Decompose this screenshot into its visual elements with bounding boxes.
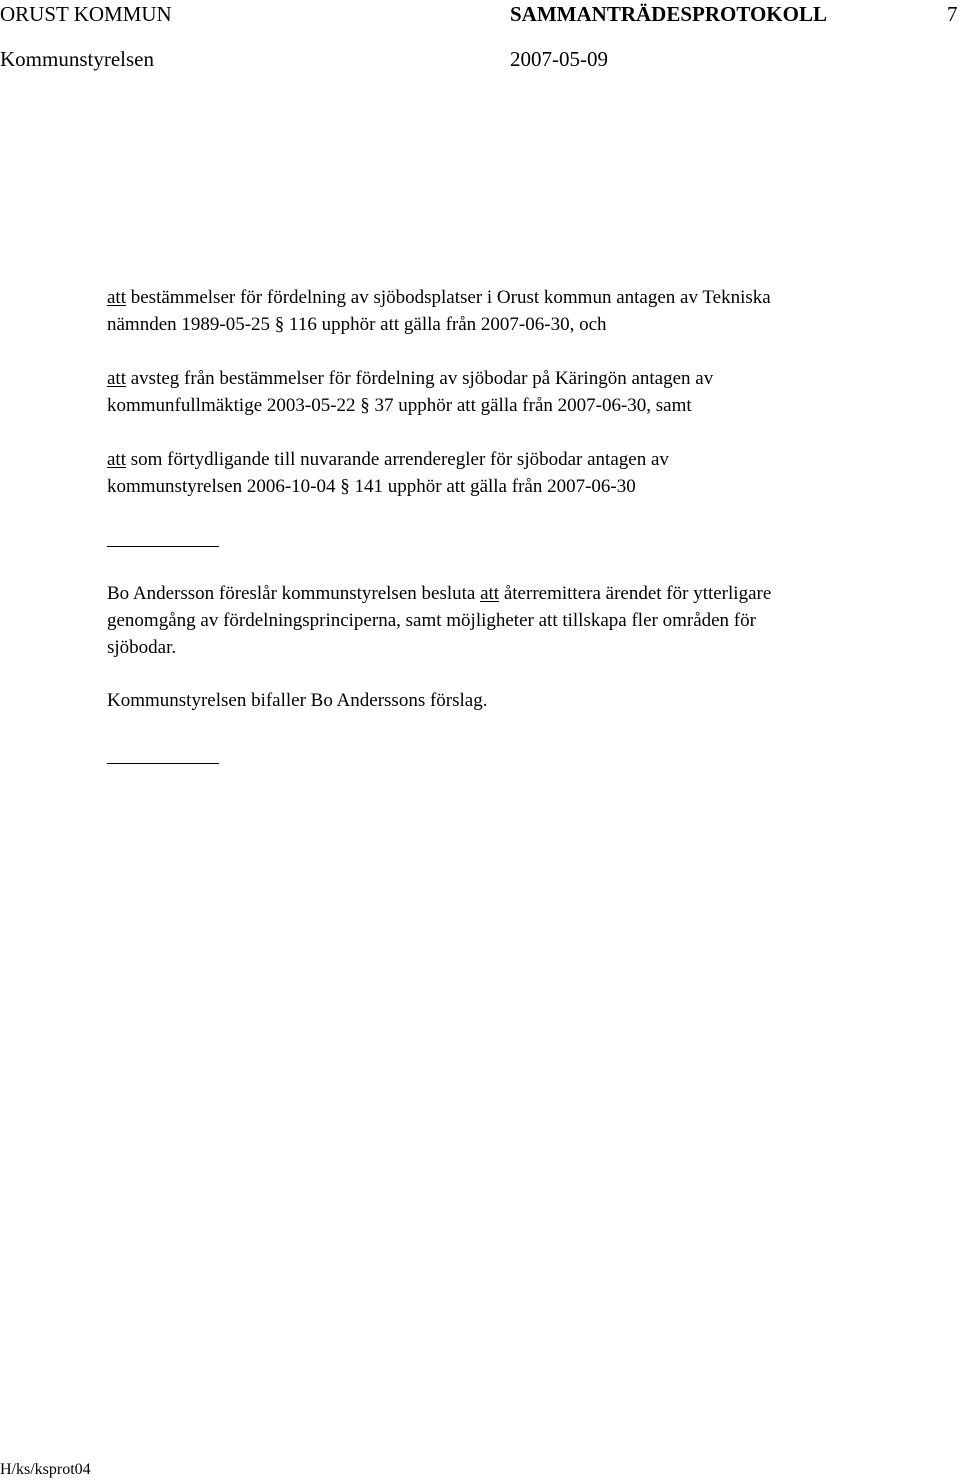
proposal-paragraph (107, 580, 907, 661)
clause-2 (107, 365, 907, 419)
proposal-line-1-pre: Bo Andersson föreslår kommunstyrelsen besluta (107, 583, 481, 604)
clause-2-att: att (107, 368, 126, 389)
clause-3 (107, 446, 907, 500)
header-body: Kommunstyrelsen (0, 47, 154, 71)
header-doc-type: SAMMANTRÄDESPROTOKOLL (510, 2, 827, 26)
clause-2-line-2: kommunfullmäktige 2003-05-22 § 37 upphör att gälla från 2007-06-30, samt (107, 395, 692, 416)
proposal-line-2: genomgång av fördelningsprinciperna, samt möjligheter att tillskapa fler områden för (107, 610, 756, 631)
proposal-att: att (480, 583, 500, 604)
clause-1 (107, 284, 907, 338)
proposal-line-1-post: återremittera ärendet för ytterligare (499, 583, 772, 604)
separator-rule (107, 546, 219, 547)
header-org: ORUST KOMMUN (0, 2, 172, 26)
clause-3-line-1: som förtydligande till nuvarande arrenderegler för sjöbodar antagen av (126, 449, 669, 470)
clause-2-line-1: avsteg från bestämmelser för fördelning av sjöbodar på Käringön antagen av (126, 368, 714, 389)
proposal-line-3: sjöbodar. (107, 637, 177, 658)
footer-path: H/ks/ksprot04 (0, 1461, 91, 1478)
clause-1-line-1: bestämmelser för fördelning av sjöbodsplatser i Orust kommun antagen av Tekniska (126, 287, 771, 308)
decision-paragraph (107, 687, 907, 714)
separator-rule-end (107, 763, 219, 764)
header-page-number: 7 (947, 2, 958, 26)
clause-3-att: att (107, 449, 126, 470)
header-date: 2007-05-09 (510, 47, 608, 71)
decision-text: Kommunstyrelsen bifaller Bo Anderssons förslag. (107, 690, 488, 711)
clause-3-line-2: kommunstyrelsen 2006-10-04 § 141 upphör att gälla från 2007-06-30 (107, 476, 636, 497)
clause-1-line-2: nämnden 1989-05-25 § 116 upphör att gälla från 2007-06-30, och (107, 314, 607, 335)
clause-1-att: att (107, 287, 126, 308)
